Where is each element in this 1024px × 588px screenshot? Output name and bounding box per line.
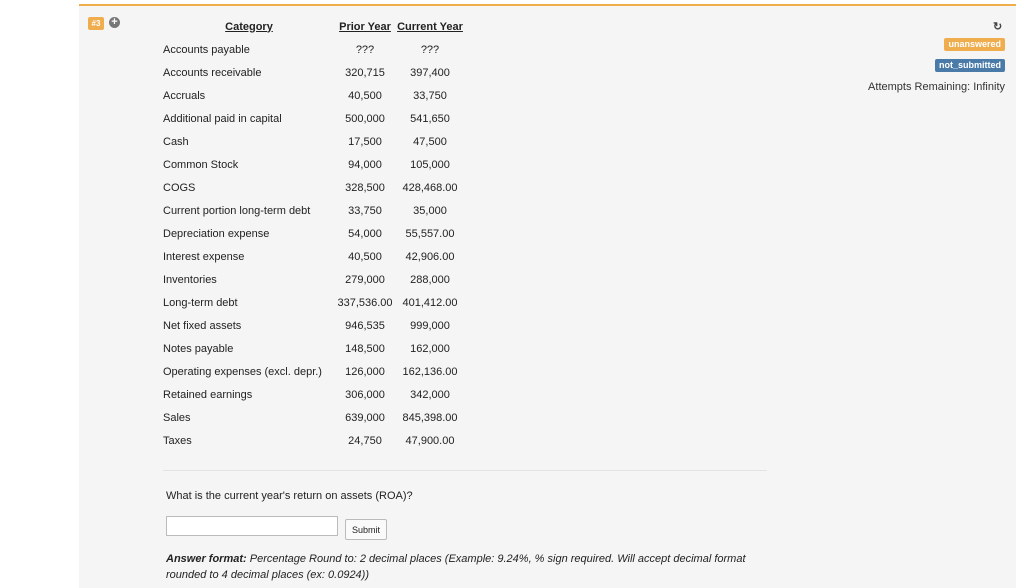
info-icon[interactable]: +	[109, 17, 120, 28]
table-row	[163, 291, 465, 314]
row-prior-year: 126,000	[345, 365, 385, 378]
table-row	[163, 222, 465, 245]
row-category: Common Stock	[163, 158, 239, 171]
row-prior-year: 54,000	[348, 227, 382, 240]
row-prior-year: 946,535	[345, 319, 385, 332]
row-current-year: 397,400	[410, 66, 450, 79]
row-category: Depreciation expense	[163, 227, 270, 240]
table-row	[163, 107, 465, 130]
answer-format	[166, 551, 766, 583]
answer-format-label: Answer format:	[166, 553, 247, 565]
row-category: Taxes	[163, 434, 192, 447]
row-category: Interest expense	[163, 250, 245, 263]
row-category: COGS	[163, 181, 196, 194]
row-prior-year: 33,750	[348, 204, 382, 217]
row-current-year: 999,000	[410, 319, 450, 332]
row-category: Accounts receivable	[163, 66, 262, 79]
table-row	[163, 360, 465, 383]
table-row	[163, 38, 465, 61]
row-current-year: 55,557.00	[405, 227, 455, 240]
table-row	[163, 61, 465, 84]
row-prior-year: 500,000	[345, 112, 385, 125]
answer-input[interactable]	[166, 516, 338, 536]
row-prior-year: 328,500	[345, 181, 385, 194]
attempts-remaining: Attempts Remaining: Infinity	[868, 81, 1005, 93]
row-category: Cash	[163, 135, 189, 148]
table-row	[163, 314, 465, 337]
row-current-year: 401,412.00	[402, 296, 458, 309]
header-prior-year: Prior Year	[339, 20, 391, 33]
row-category: Notes payable	[163, 342, 234, 355]
row-current-year: 105,000	[410, 158, 450, 171]
row-prior-year: 639,000	[345, 411, 385, 424]
row-prior-year: 94,000	[348, 158, 382, 171]
question-number-badge: #3	[88, 17, 104, 30]
row-current-year: 162,000	[410, 342, 450, 355]
row-category: Retained earnings	[163, 388, 253, 401]
table-row	[163, 84, 465, 107]
row-category: Additional paid in capital	[163, 112, 282, 125]
row-current-year: 288,000	[410, 273, 450, 286]
question-prompt: What is the current year's return on assets (ROA)?	[166, 490, 413, 502]
question-panel	[79, 4, 1016, 588]
row-current-year: 47,900.00	[405, 434, 455, 447]
row-prior-year: 306,000	[345, 388, 385, 401]
row-current-year: 33,750	[413, 89, 447, 102]
row-category: Sales	[163, 411, 191, 424]
row-prior-year: ???	[355, 43, 375, 56]
table-row	[163, 429, 465, 452]
table-row	[163, 337, 465, 360]
table-row	[163, 406, 465, 429]
submit-button[interactable]: Submit	[345, 519, 387, 540]
row-prior-year: 17,500	[348, 135, 382, 148]
header-category: Category	[225, 20, 273, 33]
row-prior-year: 40,500	[348, 250, 382, 263]
row-current-year: ???	[420, 43, 440, 56]
row-current-year: 541,650	[410, 112, 450, 125]
table-header-row	[163, 15, 465, 38]
divider	[163, 470, 767, 471]
answer-format-text: Percentage Round to: 2 decimal places (Example: 9.24%, % sign required. Will accept decimal format rounded to 4 decimal places (ex: 0.0924))	[166, 553, 746, 581]
data-table	[163, 15, 465, 452]
row-prior-year: 279,000	[345, 273, 385, 286]
header-current-year: Current Year	[397, 20, 463, 33]
submission-badge: not_submitted	[935, 59, 1005, 72]
table-row	[163, 383, 465, 406]
row-current-year: 428,468.00	[402, 181, 458, 194]
row-category: Current portion long-term debt	[163, 204, 311, 217]
row-current-year: 42,906.00	[405, 250, 455, 263]
row-category: Accruals	[163, 89, 206, 102]
row-current-year: 342,000	[410, 388, 450, 401]
row-category: Net fixed assets	[163, 319, 242, 332]
row-current-year: 35,000	[413, 204, 447, 217]
table-row	[163, 199, 465, 222]
table-row	[163, 176, 465, 199]
row-category: Inventories	[163, 273, 217, 286]
row-current-year: 47,500	[413, 135, 447, 148]
row-prior-year: 24,750	[348, 434, 382, 447]
row-current-year: 162,136.00	[402, 365, 458, 378]
table-row	[163, 245, 465, 268]
status-badge: unanswered	[944, 38, 1005, 51]
row-current-year: 845,398.00	[402, 411, 458, 424]
row-prior-year: 337,536.00	[337, 296, 393, 309]
row-prior-year: 148,500	[345, 342, 385, 355]
row-category: Accounts payable	[163, 43, 250, 56]
table-row	[163, 268, 465, 291]
row-prior-year: 320,715	[345, 66, 385, 79]
row-category: Operating expenses (excl. depr.)	[163, 365, 322, 378]
refresh-icon[interactable]: ↻	[993, 21, 1003, 33]
table-row	[163, 130, 465, 153]
row-category: Long-term debt	[163, 296, 238, 309]
row-prior-year: 40,500	[348, 89, 382, 102]
table-row	[163, 153, 465, 176]
